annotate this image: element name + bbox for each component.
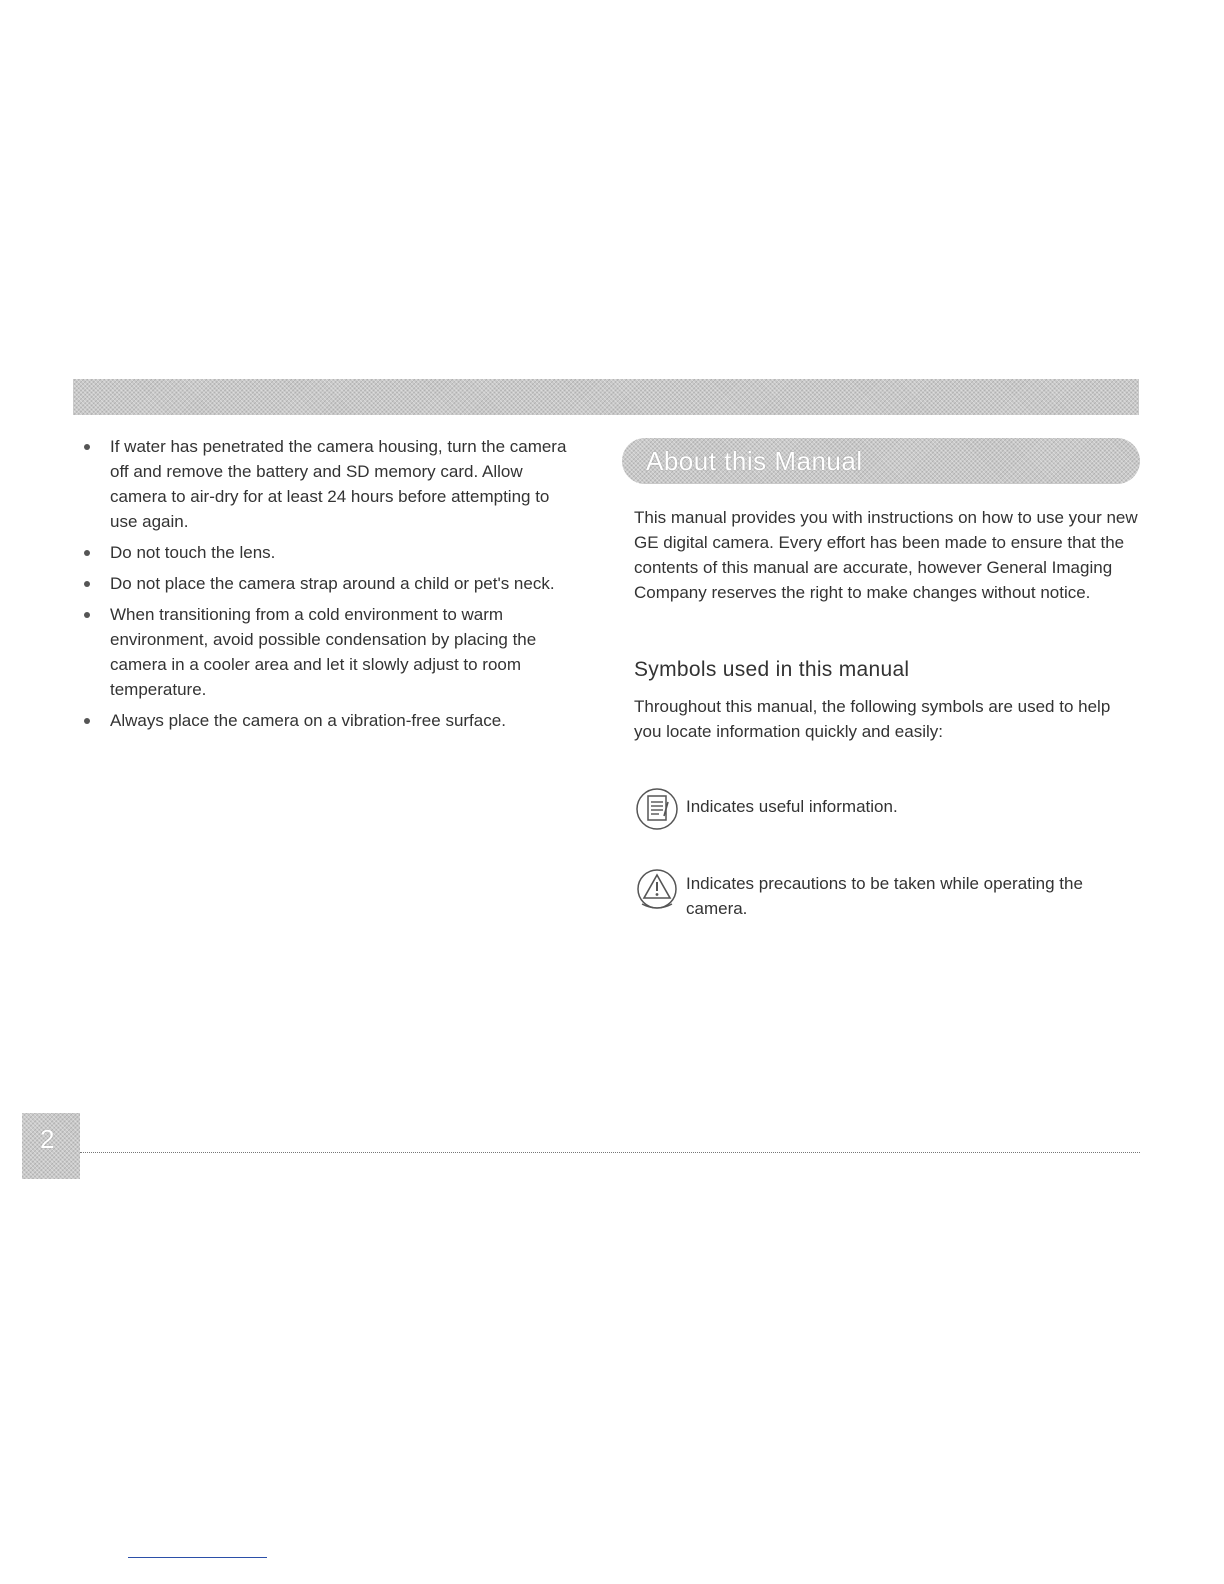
footer-underline — [128, 1557, 267, 1558]
subsection-heading: Symbols used in this manual — [634, 658, 910, 681]
list-item-text: Always place the camera on a vibration-free surface. — [110, 711, 506, 730]
page-number: 2 — [40, 1124, 55, 1154]
warning-icon — [634, 868, 680, 914]
symbol-row-note — [634, 786, 1126, 832]
bullet — [84, 581, 90, 587]
list-item-text: Do not place the camera strap around a child or pet's neck. — [110, 574, 555, 593]
list-item-text: If water has penetrated the camera housing, turn the camera off and remove the battery and SD memory card. Allow camera to air-dry for at least 24 hours before attempting to use again. — [110, 437, 567, 531]
section-title-pill — [622, 438, 1140, 484]
bullet — [84, 550, 90, 556]
bullet — [84, 444, 90, 450]
list-item — [80, 434, 580, 534]
note-icon — [634, 786, 680, 832]
footer-rule — [80, 1152, 1140, 1153]
symbols-intro-text: Throughout this manual, the following symbols are used to help you locate information quickly and easily: — [634, 697, 1111, 741]
section-title: About this Manual — [646, 445, 863, 476]
list-item — [80, 571, 580, 596]
symbol-description: Indicates useful information. — [686, 797, 898, 816]
list-item-text: Do not touch the lens. — [110, 543, 276, 562]
bullet — [84, 718, 90, 724]
about-body-text: This manual provides you with instructions on how to use your new GE digital camera. Every effort has been made to ensure that the contents of this manual are accurate, however General Imaging Company reserves the right to make changes without notice. — [634, 508, 1138, 602]
precautions-list — [80, 434, 580, 733]
symbol-description: Indicates precautions to be taken while operating the camera. — [686, 874, 1083, 918]
list-item-text: When transitioning from a cold environment to warm environment, avoid possible condensation by placing the camera in a cooler area and let it slowly adjust to room temperature. — [110, 605, 537, 699]
list-item — [80, 602, 580, 702]
bullet — [84, 612, 90, 618]
precautions-list-column — [80, 434, 580, 739]
symbol-row-warning — [634, 868, 1126, 921]
list-item — [80, 708, 580, 733]
list-item — [80, 540, 580, 565]
header-band — [73, 379, 1139, 415]
